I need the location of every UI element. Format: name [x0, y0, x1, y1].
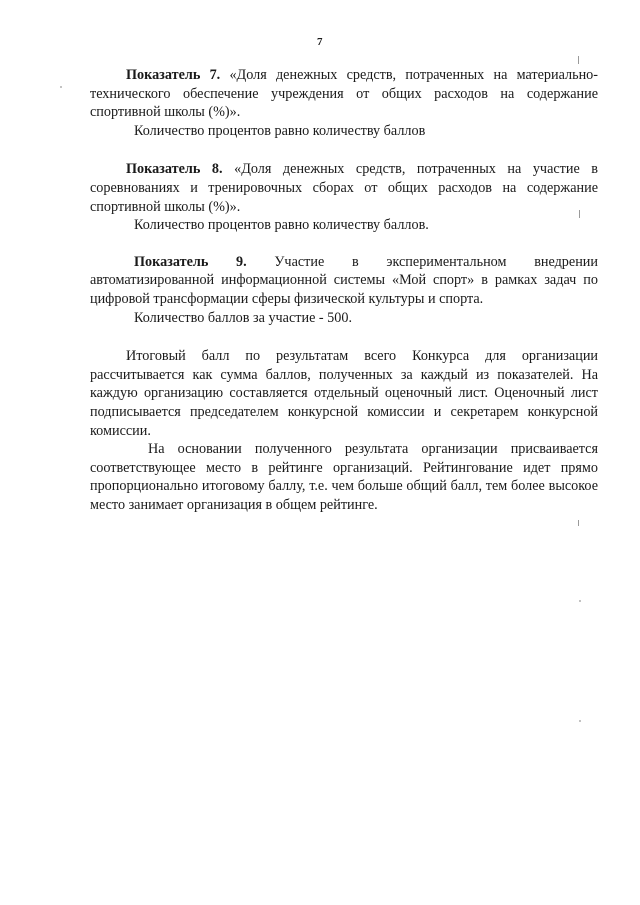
scan-dot: [579, 600, 581, 602]
indicator-9-first-line: [90, 253, 598, 272]
indicator-9-label-number: 9.: [236, 253, 247, 270]
scan-mark: [578, 56, 579, 64]
indicator-7-label: Показатель 7.: [126, 67, 221, 83]
scan-dot: [60, 86, 62, 88]
ranking-paragraph: На основании полученного результата организации присваивается соответствующее место в рейтинге организаций. Рейтингование идет прямо пропорционально итоговому баллу, т.е. чем больше общий балл, тем более высокое место занимает организация в общем рейтинге.: [90, 441, 598, 513]
indicator-8-label: Показатель 8.: [126, 161, 223, 178]
indicator-8-title: «Доля денежных средств, потраченных на участие в соревнованиях и тренировочных сборах от общих расходов на содержание спортивной школы (%)».: [90, 161, 598, 215]
indicator-9-word-3: экспериментальном: [386, 253, 507, 270]
indicator-7-title-rest: технического обеспечение учреждения от общих расходов на содержание спортивной школы (%)».: [90, 85, 598, 121]
page-number: 7: [317, 36, 323, 48]
indicator-7-title-start: «Доля денежных средств, потраченных на материально-: [229, 67, 598, 83]
scan-mark: [578, 520, 579, 526]
indicator-9-word-2: в: [351, 253, 359, 270]
indicator-8-block: [90, 160, 598, 234]
indicator-7-scoring: Количество процентов равно количеству баллов: [134, 122, 426, 139]
page-content: [90, 66, 598, 514]
indicator-7-block: [90, 66, 598, 140]
scan-mark: [579, 210, 580, 218]
indicator-9-label-word: Показатель: [134, 253, 209, 270]
indicator-9-block: [90, 253, 598, 327]
indicator-9-scoring: Количество баллов за участие - 500.: [134, 309, 353, 326]
indicator-7-text: [90, 66, 598, 122]
scan-dot: [579, 720, 581, 722]
indicator-9-text: автоматизированной информационной системы «Мой спорт» в рамках задач по цифровой трансформации сферы физической культуры и спорта.: [90, 272, 598, 307]
indicator-8-scoring: Количество процентов равно количеству баллов.: [134, 217, 429, 234]
indicator-9-word-4: внедрении: [534, 253, 598, 270]
indicator-8-text: [90, 160, 598, 216]
final-score-paragraph: Итоговый балл по результатам всего Конкурса для организации рассчитывается как сумма баллов, полученных за каждый из показателей. На каждую организацию составляется отдельный оценочный лист. Оценочный лист подписывается председателем конкурсной комиссии и секретарем конкурсной комиссии.: [90, 348, 598, 439]
indicator-9-word-1: Участие: [274, 253, 325, 270]
